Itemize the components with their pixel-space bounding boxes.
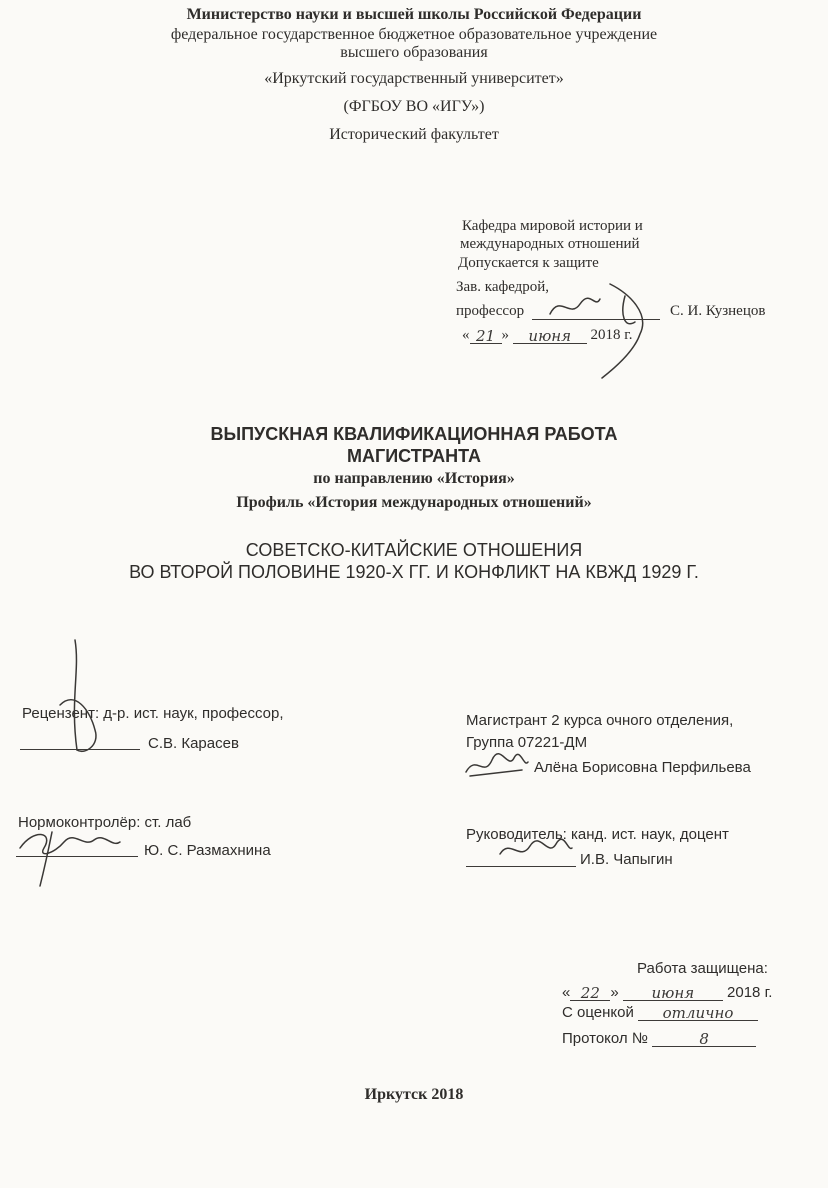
topic-line-2: ВО ВТОРОЙ ПОЛОВИНЕ 1920-Х ГГ. И КОНФЛИКТ НА КВЖД 1929 Г. <box>129 562 699 582</box>
norm-control-role: Нормоконтролёр: ст. лаб <box>18 814 192 831</box>
approval-month: июня <box>513 327 587 344</box>
defense-day: 22 <box>570 984 610 1001</box>
student-signature <box>462 748 532 782</box>
supervisor-name: И.В. Чапыгин <box>580 851 673 868</box>
student-role: Магистрант 2 курса очного отделения, <box>466 712 734 729</box>
date-quote-close: » <box>501 327 509 343</box>
defense-year: 2018 г. <box>727 984 773 1001</box>
approval-date <box>462 327 632 344</box>
protocol-number: 8 <box>652 1030 756 1047</box>
admission-line: Допускается к защите <box>458 255 599 271</box>
norm-control-signature <box>14 818 124 890</box>
protocol-label: Протокол № <box>562 1030 648 1047</box>
date-quote-open: « <box>462 327 470 343</box>
grade-value: отлично <box>638 1004 758 1021</box>
department-line-1: Кафедра мировой истории и <box>462 218 643 234</box>
reviewer-role: Рецензент: д-р. ист. наук, профессор, <box>22 705 284 722</box>
defense-quote-close: » <box>610 984 619 1001</box>
university-abbrev-line: (ФГБОУ ВО «ИГУ») <box>343 98 485 115</box>
institution-type-line: федеральное государственное бюджетное образовательное учреждение <box>170 26 658 43</box>
topic-line-1: СОВЕТСКО-КИТАЙСКИЕ ОТНОШЕНИЯ <box>245 540 583 560</box>
defense-date <box>562 984 772 1001</box>
professor-label: профессор <box>456 303 525 319</box>
reviewer-name: С.В. Карасев <box>148 735 239 752</box>
defense-grade <box>562 1004 758 1021</box>
city-year: Иркутск 2018 <box>364 1086 464 1103</box>
defense-quote-open: « <box>562 984 571 1001</box>
approval-year: 2018 г. <box>590 327 633 343</box>
direction-line: по направлению «История» <box>313 470 515 487</box>
norm-control-name: Ю. С. Размахнина <box>144 842 271 859</box>
profile-line: Профиль «История международных отношений» <box>236 494 592 511</box>
department-line-2: международных отношений <box>460 236 640 252</box>
faculty-line: Исторический факультет <box>329 126 499 143</box>
supervisor-role: Руководитель: канд. ист. наук, доцент <box>466 826 729 843</box>
supervisor-signature <box>496 834 576 870</box>
head-name: С. И. Кузнецов <box>670 303 766 319</box>
university-name-line: «Иркутский государственный университет» <box>264 70 564 87</box>
reviewer-signature <box>55 630 125 760</box>
degree-title: МАГИСТРАНТА <box>347 446 481 466</box>
defense-month: июня <box>623 984 723 1001</box>
ministry-line: Министерство науки и высшей школы Российской Федерации <box>186 6 642 23</box>
student-group: Группа 07221-ДМ <box>466 734 588 751</box>
head-line: Зав. кафедрой, <box>456 279 550 295</box>
approval-day: 21 <box>470 327 502 344</box>
work-type-title: ВЫПУСКНАЯ КВАЛИФИКАЦИОННАЯ РАБОТА <box>210 424 618 444</box>
defense-protocol <box>562 1030 756 1047</box>
defense-status: Работа защищена: <box>637 960 768 977</box>
education-level-line: высшего образования <box>340 44 488 61</box>
student-name: Алёна Борисовна Перфильева <box>534 759 751 776</box>
grade-label: С оценкой <box>562 1004 634 1021</box>
